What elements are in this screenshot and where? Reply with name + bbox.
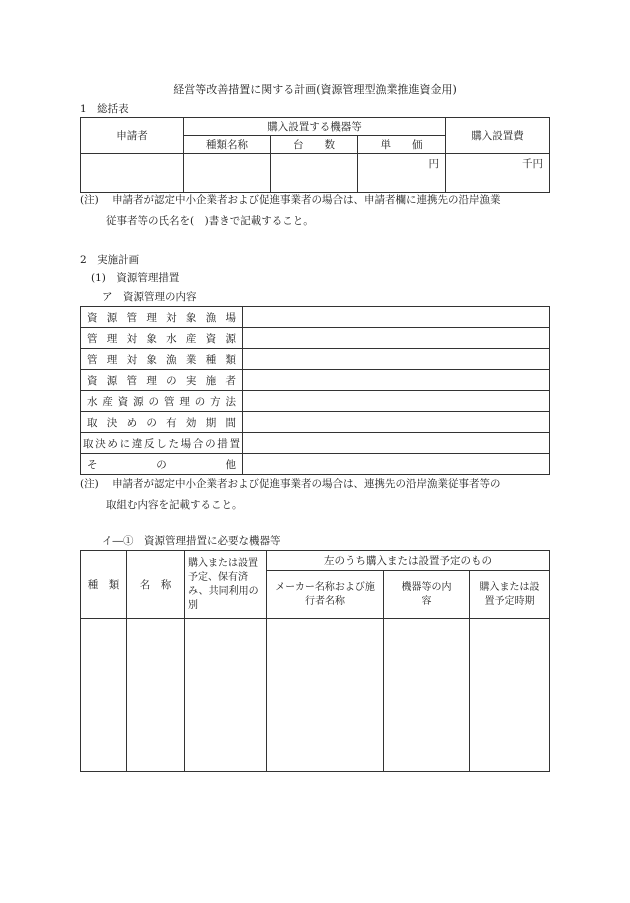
note-label: (注): [80, 478, 99, 490]
row-label: 資源管理対象漁場: [81, 307, 243, 328]
row-label: 取決めに違反した場合の措置: [81, 433, 243, 454]
quantity-cell[interactable]: [271, 154, 358, 193]
summary-table: [80, 117, 550, 193]
thousand-yen-unit: 千円: [522, 158, 544, 170]
section2-heading: 2 実施計画: [80, 254, 140, 266]
maker-header: メーカー名称および施行者名称: [267, 571, 384, 619]
section2-note: [80, 474, 501, 516]
row-value[interactable]: [243, 433, 550, 454]
unit-price-cell[interactable]: [358, 154, 446, 193]
equipment-group-header: 購入設置する機器等: [184, 118, 446, 136]
subsection-content: ア 資源管理の内容: [102, 291, 197, 303]
resource-management-table: [80, 306, 550, 475]
name-cell[interactable]: [127, 619, 185, 772]
cost-header: 購入設置費: [446, 118, 550, 154]
row-label: 資源管理の実施者: [81, 370, 243, 391]
row-value[interactable]: [243, 391, 550, 412]
applicant-header: 申請者: [81, 118, 184, 154]
cost-cell[interactable]: [446, 154, 550, 193]
equipment-table: [80, 550, 550, 772]
note-line1: 申請者が認定中小企業者および促進事業者の場合は、連携先の沿岸漁業従事者等の: [112, 478, 501, 490]
yen-unit: 円: [428, 158, 440, 170]
purchase-status-cell[interactable]: [185, 619, 267, 772]
content-header: 機器等の内容: [384, 571, 470, 619]
timing-cell[interactable]: [470, 619, 550, 772]
type-name-cell[interactable]: [184, 154, 271, 193]
content-cell[interactable]: [384, 619, 470, 772]
note-line2: 取組む内容を記載すること。: [106, 499, 243, 511]
type-name-header: 種類名称: [184, 136, 271, 154]
row-value[interactable]: [243, 328, 550, 349]
section1-heading: 1 総括表: [80, 103, 129, 115]
applicant-cell[interactable]: [81, 154, 184, 193]
timing-header: 購入または設置予定時期: [470, 571, 550, 619]
row-label: 水産資源の管理の方法: [81, 391, 243, 412]
section3-heading: イ―① 資源管理措置に必要な機器等: [102, 535, 281, 547]
type-cell[interactable]: [81, 619, 127, 772]
row-value[interactable]: [243, 454, 550, 475]
maker-cell[interactable]: [267, 619, 384, 772]
row-value[interactable]: [243, 307, 550, 328]
row-label: 取決めの有効期間: [81, 412, 243, 433]
row-value[interactable]: [243, 412, 550, 433]
purchase-status-header: 購入または設置予定、保有済み、共同利用の別: [185, 551, 267, 619]
note-label: (注): [80, 194, 99, 206]
row-label: その他: [81, 454, 243, 475]
row-label: 管理対象水産資源: [81, 328, 243, 349]
planned-purchase-header: 左のうち購入または設置予定のもの: [267, 551, 550, 571]
note-line2: 従事者等の氏名を( )書きで記載すること。: [106, 215, 314, 227]
section1-note: [80, 190, 501, 232]
quantity-header: 台 数: [271, 136, 358, 154]
name-header: 名 称: [127, 551, 185, 619]
note-line1: 申請者が認定中小企業者および促進事業者の場合は、申請者欄に連携先の沿岸漁業: [112, 194, 501, 206]
type-header: 種 類: [81, 551, 127, 619]
page-title: 経営等改善措置に関する計画(資源管理型漁業推進資金用): [173, 83, 457, 96]
row-value[interactable]: [243, 349, 550, 370]
row-label: 管理対象漁業種類: [81, 349, 243, 370]
subsection-resource-measures: (1) 資源管理措置: [91, 272, 180, 284]
unit-price-header: 単 価: [358, 136, 446, 154]
row-value[interactable]: [243, 370, 550, 391]
